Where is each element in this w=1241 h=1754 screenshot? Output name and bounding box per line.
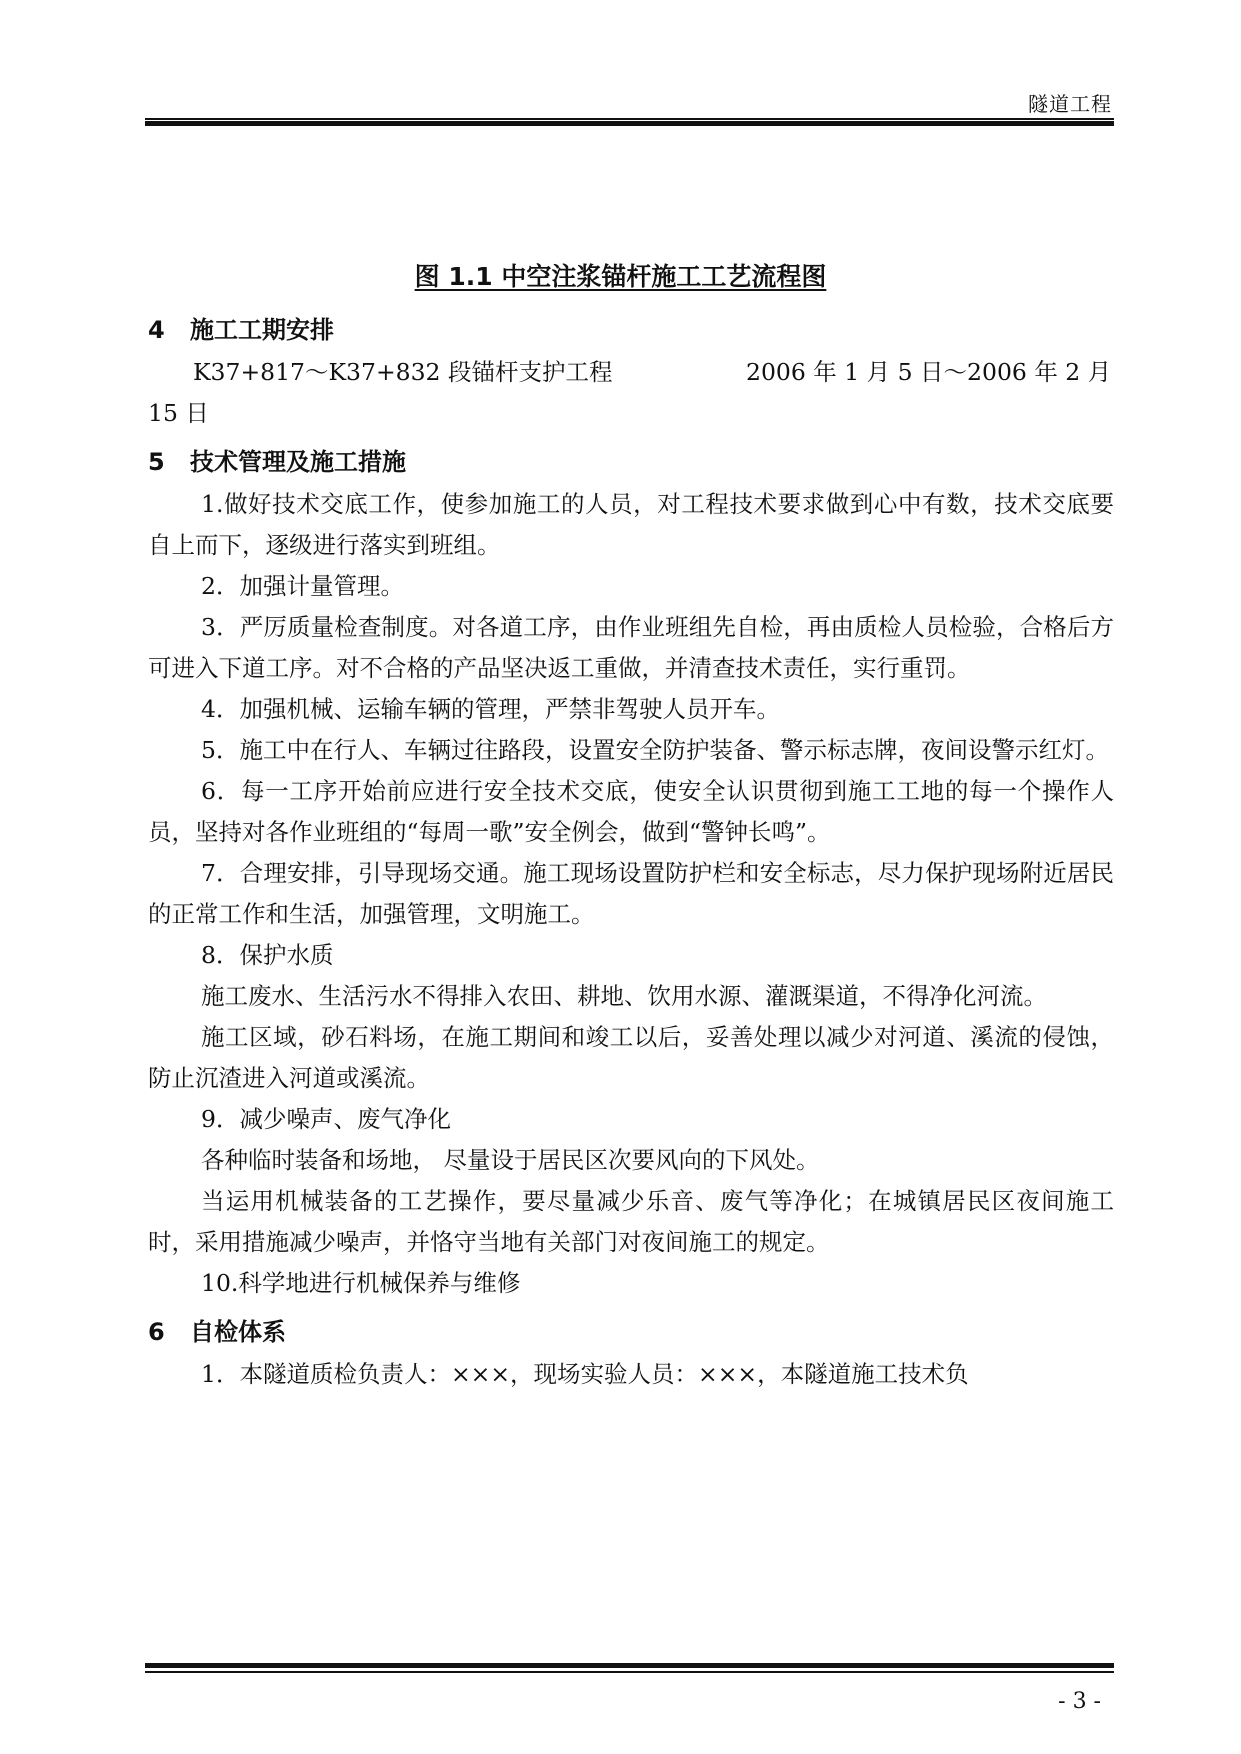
measure-paragraph: 10.科学地进行机械保养与维修 <box>201 1269 521 1297</box>
schedule-period: 2006 年 1 月 5 日～2006 年 2 月 <box>746 358 1112 386</box>
measure-paragraph: 2．加强计量管理。 <box>201 572 404 600</box>
header-rule-thick <box>145 121 1114 126</box>
measure-paragraph: 当运用机械装备的工艺操作，要尽量减少乐音、废气等净化；在城镇居民区夜间施工时，采用措施减少噪声，并恪守当地有关部门对夜间施工的规定。 <box>148 1187 1114 1256</box>
schedule-period-continued: 15 日 <box>148 399 209 427</box>
running-header: 隧道工程 <box>1028 92 1112 116</box>
measure-paragraph: 施工废水、生活污水不得排入农田、耕地、饮用水源、灌溉渠道，不得净化河流。 <box>201 982 1047 1010</box>
measure-paragraph: 3．严厉质量检查制度。对各道工序，由作业班组先自检，再由质检人员检验，合格后方可进入下道工序。对不合格的产品坚决返工重做，并清查技术责任，实行重罚。 <box>148 613 1114 682</box>
measure-paragraph: 各种临时装备和场地， 尽量设于居民区次要风向的下风处。 <box>201 1146 820 1174</box>
footer-rule-thick <box>145 1663 1114 1668</box>
section-title: 技术管理及施工措施 <box>190 448 406 476</box>
header-rule-thin <box>145 118 1114 120</box>
schedule-row <box>148 352 1114 393</box>
section-heading-4 <box>148 308 1114 352</box>
self-check-paragraph: 1．本隧道质检负责人：×××，现场实验人员：×××，本隧道施工技术负 <box>201 1360 969 1388</box>
measure-paragraph: 8．保护水质 <box>201 941 334 969</box>
section-number: 5 <box>148 448 165 476</box>
measure-paragraph: 4．加强机械、运输车辆的管理，严禁非驾驶人员开车。 <box>201 695 780 723</box>
section-number: 6 <box>148 1318 165 1346</box>
document-body <box>148 308 1114 1395</box>
measure-paragraph: 7．合理安排，引导现场交通。施工现场设置防护栏和安全标志，尽力保护现场附近居民的正常工作和生活，加强管理，文明施工。 <box>148 859 1114 928</box>
measure-paragraph: 6．每一工序开始前应进行安全技术交底，使安全认识贯彻到施工工地的每一个操作人员，坚持对各作业班组的“每周一歌”安全例会，做到“警钟长鸣”。 <box>148 777 1114 846</box>
schedule-item: K37+817～K37+832 段锚杆支护工程 <box>193 358 613 386</box>
page-number: - 3 - <box>1058 1689 1101 1714</box>
footer-rule-thin <box>145 1671 1114 1673</box>
section-title: 自检体系 <box>190 1318 286 1346</box>
section-number: 4 <box>148 316 165 344</box>
section-title: 施工工期安排 <box>190 316 334 344</box>
measure-paragraph: 5．施工中在行人、车辆过往路段，设置安全防护装备、警示标志牌，夜间设警示红灯。 <box>201 736 1109 764</box>
section-heading-6 <box>148 1310 1114 1354</box>
measure-paragraph: 9．减少噪声、废气净化 <box>201 1105 451 1133</box>
figure-caption: 图 1.1 中空注浆锚杆施工工艺流程图 <box>414 262 827 291</box>
section-heading-5 <box>148 440 1114 484</box>
measure-paragraph: 施工区域，砂石料场，在施工期间和竣工以后，妥善处理以减少对河道、溪流的侵蚀，防止沉渣进入河道或溪流。 <box>148 1023 1114 1092</box>
measure-paragraph: 1.做好技术交底工作，使参加施工的人员，对工程技术要求做到心中有数，技术交底要自上而下，逐级进行落实到班组。 <box>148 490 1114 559</box>
